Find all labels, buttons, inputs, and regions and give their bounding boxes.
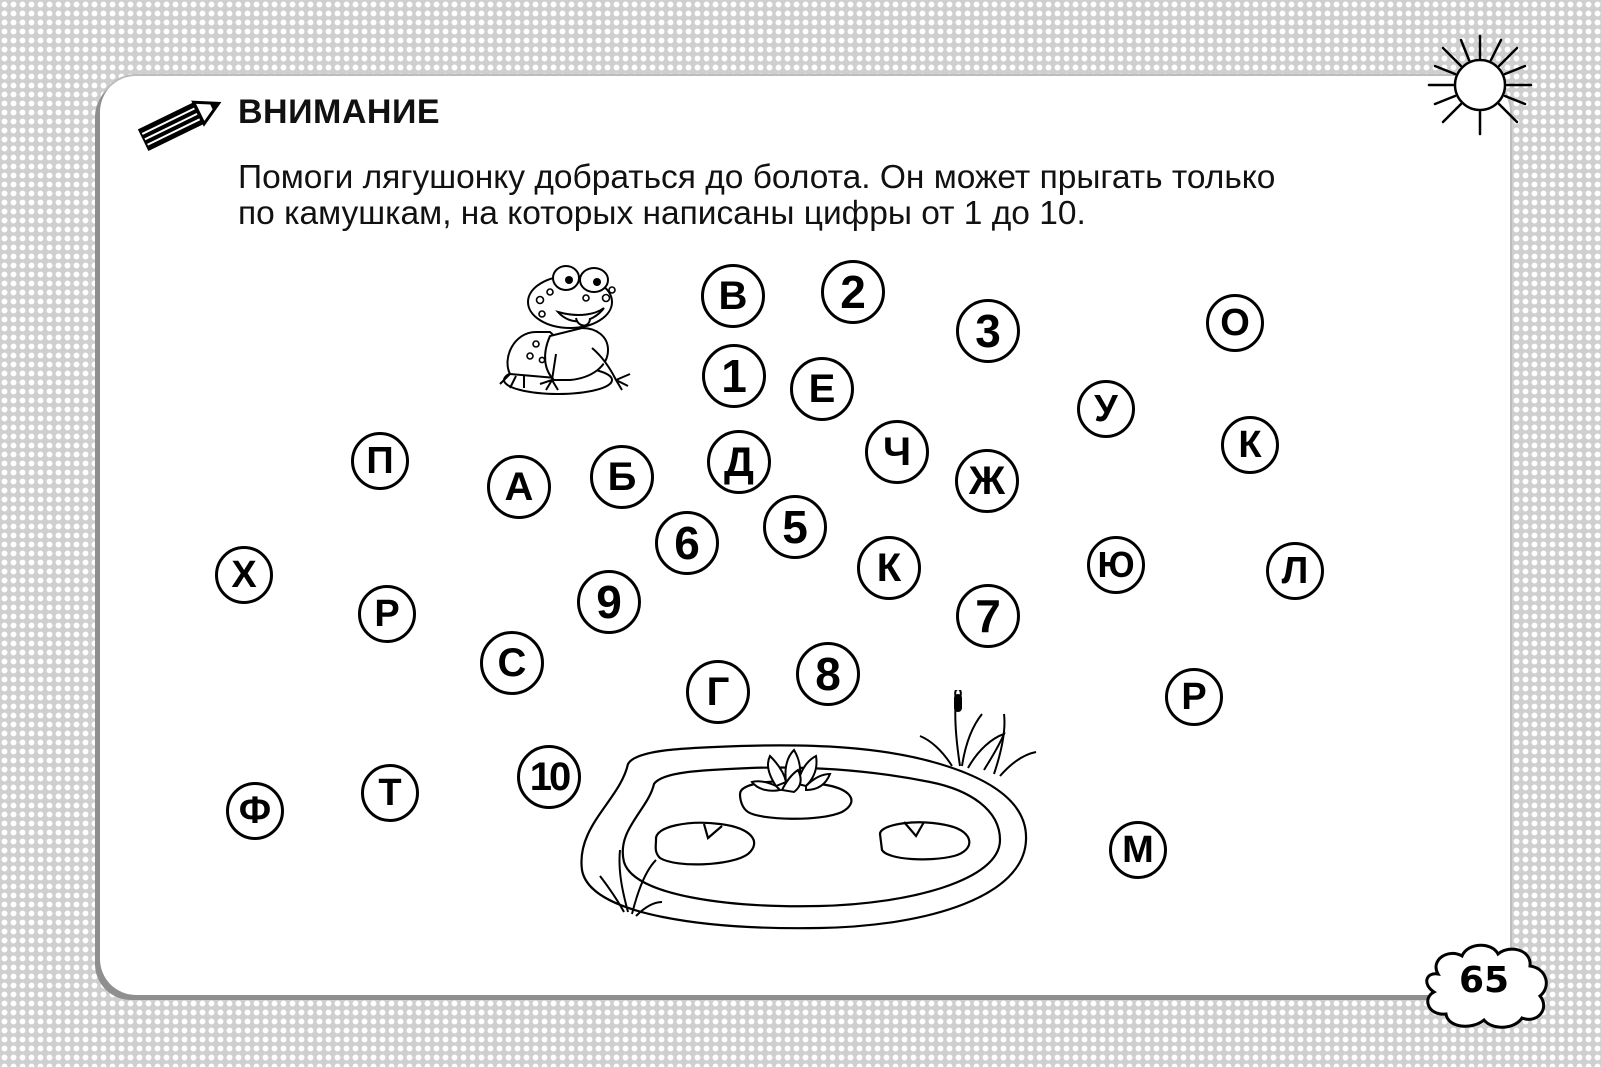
stone-v[interactable]: В bbox=[701, 264, 765, 328]
stone-3[interactable]: 3 bbox=[956, 299, 1020, 363]
frog-illustration bbox=[496, 262, 636, 402]
page-number: 65 bbox=[1458, 960, 1510, 1001]
stone-6[interactable]: 6 bbox=[655, 511, 719, 575]
stone-d[interactable]: Д bbox=[707, 430, 771, 494]
stone-9[interactable]: 9 bbox=[577, 570, 641, 634]
stone-e[interactable]: Е bbox=[790, 357, 854, 421]
stone-s[interactable]: С bbox=[480, 631, 544, 695]
stone-ch[interactable]: Ч bbox=[865, 420, 929, 484]
instruction-line-2: по камушкам, на которых написаны цифры от 1 до 10. bbox=[238, 195, 1086, 232]
stone-8[interactable]: 8 bbox=[796, 642, 860, 706]
stone-t[interactable]: Т bbox=[361, 764, 419, 822]
instruction-text bbox=[238, 160, 1438, 232]
pencil-icon bbox=[134, 88, 226, 152]
stone-kh[interactable]: Х bbox=[215, 546, 273, 604]
stone-r-2[interactable]: Р bbox=[1165, 668, 1223, 726]
stone-g[interactable]: Г bbox=[686, 660, 750, 724]
stone-1[interactable]: 1 bbox=[702, 344, 766, 408]
stone-o[interactable]: О bbox=[1206, 294, 1264, 352]
stone-yu[interactable]: Ю bbox=[1087, 536, 1145, 594]
stone-10[interactable]: 10 bbox=[517, 745, 581, 809]
stone-5[interactable]: 5 bbox=[763, 495, 827, 559]
stone-p[interactable]: П bbox=[351, 432, 409, 490]
stone-zh[interactable]: Ж bbox=[955, 449, 1019, 513]
page-number-badge bbox=[1418, 940, 1558, 1030]
pond-illustration bbox=[580, 690, 1050, 930]
stone-k-2[interactable]: К bbox=[857, 536, 921, 600]
stone-l[interactable]: Л bbox=[1266, 542, 1324, 600]
sun-icon bbox=[1425, 30, 1535, 140]
stone-k[interactable]: К bbox=[1221, 416, 1279, 474]
stone-m[interactable]: М bbox=[1109, 821, 1167, 879]
stone-u[interactable]: У bbox=[1077, 380, 1135, 438]
stone-b[interactable]: Б bbox=[590, 445, 654, 509]
stone-r[interactable]: Р bbox=[358, 585, 416, 643]
stone-f[interactable]: Ф bbox=[226, 782, 284, 840]
stone-7[interactable]: 7 bbox=[956, 584, 1020, 648]
heading-attention: ВНИМАНИЕ bbox=[238, 93, 441, 131]
stone-a[interactable]: А bbox=[487, 455, 551, 519]
instruction-line-1: Помоги лягушонку добраться до болота. Он может прыгать только bbox=[238, 159, 1276, 196]
stone-2[interactable]: 2 bbox=[821, 260, 885, 324]
